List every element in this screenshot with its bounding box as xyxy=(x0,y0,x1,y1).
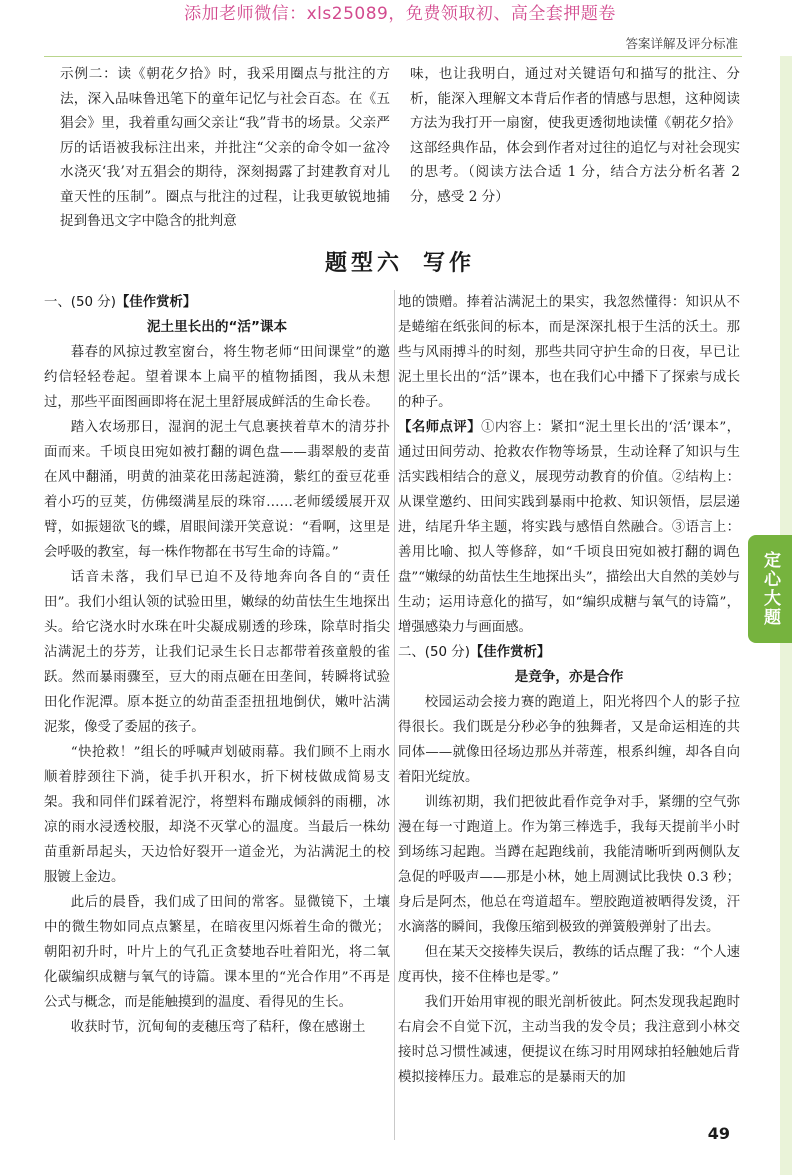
right-body-column xyxy=(398,290,740,1090)
watermark-text: 添加老师微信：xls25089，免费领取初、高全套押题卷 xyxy=(184,4,616,24)
teacher-comment xyxy=(398,415,740,640)
essay-1-paragraph: 踏入农场那日，湿润的泥土气息裹挟着草木的清芬扑面而来。千顷良田宛如被打翻的调色盘——翡翠般的麦苗在风中翻涌，明黄的油菜花田荡起涟漪，紫红的蚕豆花垂着小巧的豆荚，仿佛缀满星辰的珠帘……老师缓缓展开双臂，如振翅欲飞的蝶，眉眼间漾开笑意说：“看啊，这里是会呼吸的教室，每一株作物都在书写生命的诗篇。” xyxy=(44,420,390,560)
essay-1-paragraph: 收获时节，沉甸甸的麦穗压弯了秸秆，像在感谢土 xyxy=(70,1020,366,1035)
essay-1-paragraph: 暮春的风掠过教室窗台，将生物老师“田间课堂”的邀约信轻轻卷起。望着课本上扁平的植物插图，我从未想过，那些平面图画即将在泥土里舒展成鲜活的生命长卷。 xyxy=(44,345,390,410)
top-right-column: 味，也让我明白，通过对关键语句和描写的批注、分析，能深入理解文本背后作者的情感与思想，这种阅读方法为我打开一扇窗，使我更透彻地读懂《朝花夕拾》这部经典作品，体会到作者对过往的追忆与对社会现实的思考。（阅读方法合适 1 分，结合方法分析名著 2 分，感受 2 分） xyxy=(410,66,740,205)
essay-1-title: 泥土里长出的“活”课本 xyxy=(146,319,288,335)
side-tab-label: 定心大题 xyxy=(748,535,792,643)
teacher-comment-label: 【名师点评】 xyxy=(398,420,482,435)
question-1-tag: 【佳作赏析】 xyxy=(115,295,197,310)
top-left-column: 示例二：读《朝花夕拾》时，我采用圈点与批注的方法，深入品味鲁迅笔下的童年记忆与社会百态。在《五猖会》里，我着重勾画父亲让“我”背书的场景。父亲严厉的话语被我标注出来，并批注“父亲的命令如一盆冷水浇灭‘我’对五猖会的期待，深刻揭露了封建教育对儿童天性的压制”。圈点与批注的过程，让我更敏锐地捕捉到鲁迅文字中隐含的批判意 xyxy=(60,66,390,229)
teacher-comment-text: ①内容上：紧扣“泥土里长出的‘活’课本”，通过田间劳动、抢救农作物等场景，生动诠释了知识与生活实践相结合的意义，展现劳动教育的价值。②结构上：从课堂邀约、田间实践到暴雨中抢救、知识领悟，层层递进，结尾升华主题，将实践与感悟自然融合。③语言上：善用比喻、拟人等修辞，如“千顷良田宛如被打翻的调色盘”“嫩绿的幼苗怯生生地探出头”，描绘出大自然的美妙与生动；运用诗意化的描写，如“编织成糖与氧气的诗篇”，增强感染力与画面感。 xyxy=(398,420,741,635)
header-divider xyxy=(44,56,742,57)
section-title-part1: 题型六 xyxy=(324,251,403,276)
section-title-part2: 写作 xyxy=(423,251,476,276)
essay-1-paragraph: 此后的晨昏，我们成了田间的常客。显微镜下，土壤中的微生物如同点点繁星，在暗夜里闪烁着生命的微光；朝阳初升时，叶片上的气孔正贪婪地吞吐着阳光，将二氧化碳编织成糖与氧气的诗篇。课本里的“光合作用”不再是公式与概念，而是能触摸到的温度、看得见的生长。 xyxy=(44,895,390,1010)
essay-2-paragraph: 训练初期，我们把彼此看作竞争对手，紧绷的空气弥漫在每一寸跑道上。作为第三棒选手，我每天提前半小时到场练习起跑。当蹲在起跑线前，我能清晰听到两侧队友急促的呼吸声——那是小林，她上周测试比我快 0.3 秒；身后是阿杰，他总在弯道超车。塑胶跑道被晒得发烫，汗水滴落的瞬间，我像压缩到极致的弹簧般弹射了出去。 xyxy=(398,795,740,935)
essay-2-paragraph: 我们开始用审视的眼光剖析彼此。阿杰发现我起跑时右肩会不自觉下沉，主动当我的发令员；我注意到小林交接时总习惯性减速，便提议在练习时用网球拍轻触她后背模拟接棒压力。最难忘的是暴雨天的加 xyxy=(398,995,740,1085)
question-1-number: 一、(50 分) xyxy=(44,295,116,310)
running-header: 答案详解及评分标准 xyxy=(625,36,738,51)
page-number: 49 xyxy=(707,1124,730,1143)
question-1-header xyxy=(44,290,390,315)
column-divider xyxy=(394,290,395,1140)
essay-1-paragraph: 话音未落，我们早已迫不及待地奔向各自的“责任田”。我们小组认领的试验田里，嫩绿的幼苗怯生生地探出头。给它浇水时水珠在叶尖凝成剔透的珍珠，除草时指尖沾满泥土的芬芳，让我们记录生长日志都带着孩童般的雀跃。然而暴雨骤至，豆大的雨点砸在田垄间，转瞬将试验田化作泥潭。原本挺立的幼苗歪歪扭扭地倒伏，嫩叶沾满泥浆，像受了委屈的孩子。 xyxy=(44,570,390,735)
essay-1-paragraph: “快抢救！”组长的呼喊声划破雨幕。我们顾不上雨水顺着脖颈往下淌，徒手扒开积水，折下树枝做成简易支架。我和同伴们踩着泥泞，将塑料布蹦成倾斜的雨棚，冰凉的雨水浸透校服，却浇不灭掌心的温度。当最后一株幼苗重新昂起头，天边恰好裂开一道金光，为沾满泥土的校服镀上金边。 xyxy=(44,745,390,885)
essay-2-title: 是竞争，亦是合作 xyxy=(514,669,624,685)
essay-2-paragraph: 但在某天交接棒失误后，教练的话点醒了我：“个人速度再快，接不住棒也是零。” xyxy=(398,945,740,985)
section-title xyxy=(0,246,800,277)
question-2-number: 二、(50 分) xyxy=(398,645,470,660)
question-2-header xyxy=(398,640,740,665)
left-body-column xyxy=(44,290,390,1040)
question-2-tag: 【佳作赏析】 xyxy=(469,645,551,660)
essay-2-paragraph: 校园运动会接力赛的跑道上，阳光将四个人的影子拉得很长。我们既是分秒必争的独舞者，又是命运相连的共同体——就像田径场边那丛并蒂莲，根系纠缠，却各自向着阳光绽放。 xyxy=(398,695,740,785)
essay-1-continued: 地的馈赠。捧着沾满泥土的果实，我忽然懂得：知识从不是蜷缩在纸张间的标本，而是深深扎根于生活的沃土。那些与风雨搏斗的时刻，那些共同守护生命的日夜，早已让泥土里长出的“活”课本，也在我们心中播下了探索与成长的种子。 xyxy=(398,295,740,410)
